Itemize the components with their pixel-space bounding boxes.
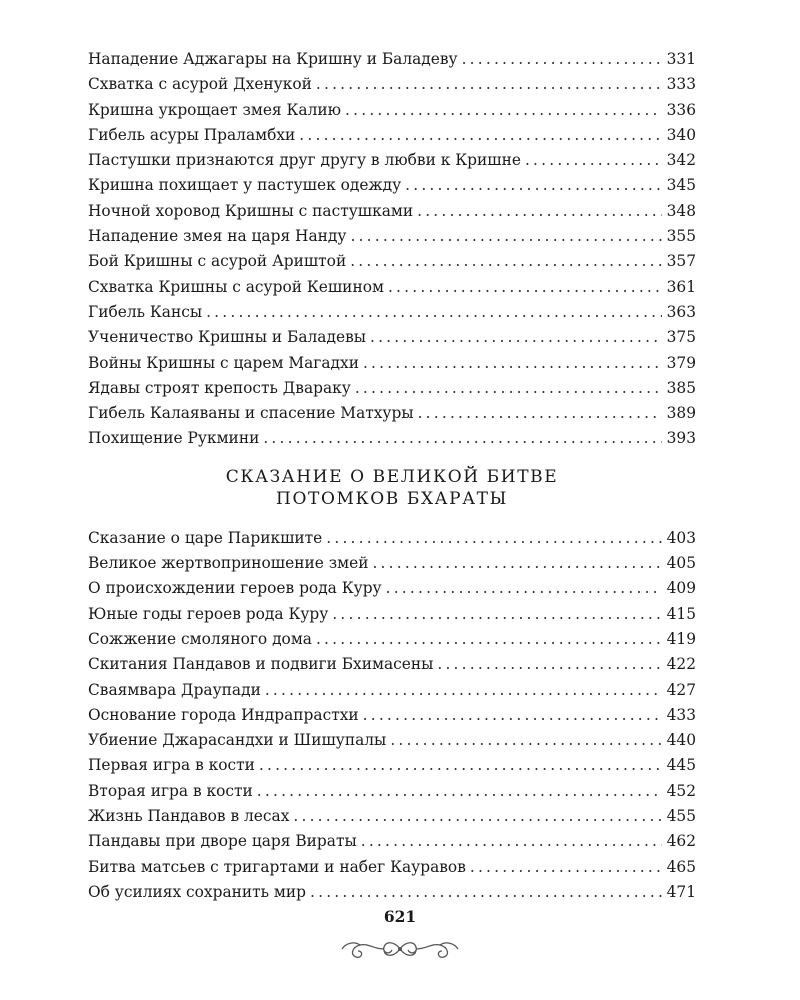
toc-leader-dots	[462, 47, 662, 72]
toc-entry-title: Кришна похищает у пастушек одежду	[88, 176, 402, 195]
toc-entry-title: О происхождении героев рода Куру	[88, 579, 382, 598]
toc-entry-page: 440	[666, 731, 696, 750]
toc-entry-title: Великое жертвоприношение змей	[88, 554, 369, 573]
section-heading-line2: ПОТОМКОВ БХАРАТЫ	[276, 488, 508, 509]
toc-entry-page: 419	[666, 629, 696, 648]
toc-entry-title: Сваямвара Драупади	[88, 680, 261, 699]
toc-leader-dots	[363, 703, 662, 728]
toc-entry	[88, 779, 696, 804]
toc-entry	[88, 376, 696, 401]
toc-leader-dots	[437, 652, 662, 677]
toc-entry-title: Первая игра в кости	[88, 756, 255, 775]
toc-entry-page: 462	[666, 832, 696, 851]
toc-entry	[88, 855, 696, 880]
toc-leader-dots	[345, 98, 662, 123]
toc-entry-page: 340	[666, 125, 696, 144]
toc-leader-dots	[316, 72, 662, 97]
toc-entry	[88, 804, 696, 829]
toc-entry-page: 452	[666, 781, 696, 800]
toc-entry-title: Войны Кришны с царем Магадхи	[88, 353, 359, 372]
toc-entry-title: Схватка Кришны с асурой Кешином	[88, 277, 384, 296]
toc-leader-dots	[316, 627, 662, 652]
toc-entry	[88, 703, 696, 728]
toc-entry-title: Битва матсьев с тригартами и набег Кауравов	[88, 857, 466, 876]
toc-entry-page: 409	[666, 579, 696, 598]
toc-entry-page: 345	[666, 176, 696, 195]
toc-entry	[88, 426, 696, 451]
toc-entry-page: 355	[666, 227, 696, 246]
toc-entry	[88, 199, 696, 224]
toc-entry-page: 433	[666, 705, 696, 724]
toc-leader-dots	[361, 829, 662, 854]
toc-entry-title: Юные годы героев рода Куру	[88, 604, 329, 623]
toc-entry-page: 331	[666, 50, 696, 68]
toc-entry-title: Схватка с асурой Дхенукой	[88, 75, 312, 94]
toc-entry	[88, 678, 696, 703]
toc-leader-dots	[405, 173, 662, 198]
toc-leader-dots	[372, 551, 662, 576]
toc-entry-title: Гибель Кансы	[88, 302, 203, 321]
toc-entry	[88, 249, 696, 274]
toc-entry	[88, 551, 696, 576]
toc-entry	[88, 325, 696, 350]
toc-leader-dots	[293, 804, 662, 829]
toc-entry-page: 422	[666, 655, 696, 674]
toc-leader-dots	[326, 526, 662, 551]
toc-entry-page: 465	[666, 857, 696, 876]
toc-entry	[88, 224, 696, 249]
toc-leader-dots	[310, 880, 662, 905]
toc-entry	[88, 275, 696, 300]
toc-leader-dots	[418, 401, 662, 426]
toc-entry-page: 333	[666, 75, 696, 94]
toc-entry-page: 342	[666, 151, 696, 170]
toc-entry	[88, 300, 696, 325]
toc-entry-title: Сожжение смоляного дома	[88, 629, 312, 648]
toc-entry	[88, 98, 696, 123]
toc-entry-page: 389	[666, 404, 696, 423]
toc-entry-page: 455	[666, 807, 696, 826]
toc-leader-dots	[265, 678, 662, 703]
toc-entry-title: Жизнь Пандавов в лесах	[88, 807, 290, 826]
toc-entry-page: 403	[666, 528, 696, 547]
toc-list-part1	[88, 47, 696, 452]
toc-entry-title: Бой Кришны с асурой Ариштой	[88, 252, 347, 271]
toc-page	[88, 47, 696, 905]
toc-entry	[88, 526, 696, 551]
toc-entry	[88, 148, 696, 173]
toc-entry-title: Об усилиях сохранить мир	[88, 882, 307, 901]
toc-entry-title: Нападение Аджагары на Кришну и Баладеву	[88, 50, 458, 68]
toc-entry-title: Ядавы строят крепость Двараку	[88, 378, 351, 397]
toc-leader-dots	[332, 602, 662, 627]
toc-entry	[88, 652, 696, 677]
toc-entry	[88, 728, 696, 753]
toc-leader-dots	[350, 249, 662, 274]
section-heading-block	[88, 466, 696, 510]
toc-leader-dots	[388, 275, 662, 300]
section-heading-line1: СКАЗАНИЕ О ВЕЛИКОЙ БИТВЕ	[225, 466, 559, 487]
toc-entry	[88, 72, 696, 97]
toc-entry-title: Вторая игра в кости	[88, 781, 253, 800]
toc-entry-title: Убиение Джарасандхи и Шишупалы	[88, 731, 387, 750]
toc-entry-title: Кришна укрощает змея Калию	[88, 100, 342, 119]
toc-leader-dots	[390, 728, 662, 753]
toc-entry-page: 361	[666, 277, 696, 296]
toc-leader-dots	[259, 753, 662, 778]
toc-entry-page: 471	[666, 882, 696, 901]
toc-entry-page: 375	[666, 328, 696, 347]
toc-entry-title: Пастушки признаются друг другу в любви к Кришне	[88, 151, 521, 170]
toc-entry-title: Ученичество Кришны и Баладевы	[88, 328, 366, 347]
toc-list-part2	[88, 526, 696, 905]
toc-entry-page: 415	[666, 604, 696, 623]
toc-leader-dots	[363, 351, 662, 376]
toc-entry	[88, 47, 696, 72]
toc-entry-page: 445	[666, 756, 696, 775]
toc-entry-page: 405	[666, 554, 696, 573]
toc-entry-title: Пандавы при дворе царя Вираты	[88, 832, 357, 851]
toc-leader-dots	[355, 376, 662, 401]
toc-entry-title: Основание города Индрапрастхи	[88, 705, 359, 724]
toc-entry-title: Скитания Пандавов и подвиги Бхимасены	[88, 655, 434, 674]
toc-leader-dots	[257, 779, 662, 804]
toc-leader-dots	[206, 300, 662, 325]
page-number: 621	[383, 907, 417, 926]
toc-entry-title: Сказание о царе Парикшите	[88, 528, 323, 547]
toc-entry-title: Нападение змея на царя Нанду	[88, 227, 347, 246]
toc-entry-page: 427	[666, 680, 696, 699]
toc-entry-page: 348	[666, 201, 696, 220]
toc-entry	[88, 829, 696, 854]
toc-entry	[88, 173, 696, 198]
toc-entry-title: Гибель асуры Праламбхи	[88, 125, 296, 144]
toc-entry-page: 379	[666, 353, 696, 372]
toc-entry-title: Похищение Рукмини	[88, 429, 260, 448]
toc-entry	[88, 351, 696, 376]
flourish-ornament-icon	[338, 933, 462, 965]
toc-leader-dots	[350, 224, 662, 249]
toc-leader-dots	[263, 426, 662, 451]
toc-entry	[88, 753, 696, 778]
toc-entry	[88, 627, 696, 652]
toc-entry	[88, 401, 696, 426]
toc-leader-dots	[386, 576, 662, 601]
toc-entry	[88, 123, 696, 148]
toc-leader-dots	[417, 199, 662, 224]
toc-entry-page: 385	[666, 378, 696, 397]
toc-entry-page: 357	[666, 252, 696, 271]
toc-entry-title: Гибель Калаяваны и спасение Матхуры	[88, 404, 414, 423]
toc-entry-page: 363	[666, 302, 696, 321]
toc-leader-dots	[370, 325, 662, 350]
toc-leader-dots	[470, 855, 662, 880]
toc-entry-title: Ночной хоровод Кришны с пастушками	[88, 201, 414, 220]
toc-entry	[88, 880, 696, 905]
toc-leader-dots	[525, 148, 662, 173]
toc-entry	[88, 602, 696, 627]
toc-leader-dots	[299, 123, 662, 148]
toc-entry-page: 336	[666, 100, 696, 119]
toc-entry	[88, 576, 696, 601]
toc-entry-page: 393	[666, 429, 696, 448]
